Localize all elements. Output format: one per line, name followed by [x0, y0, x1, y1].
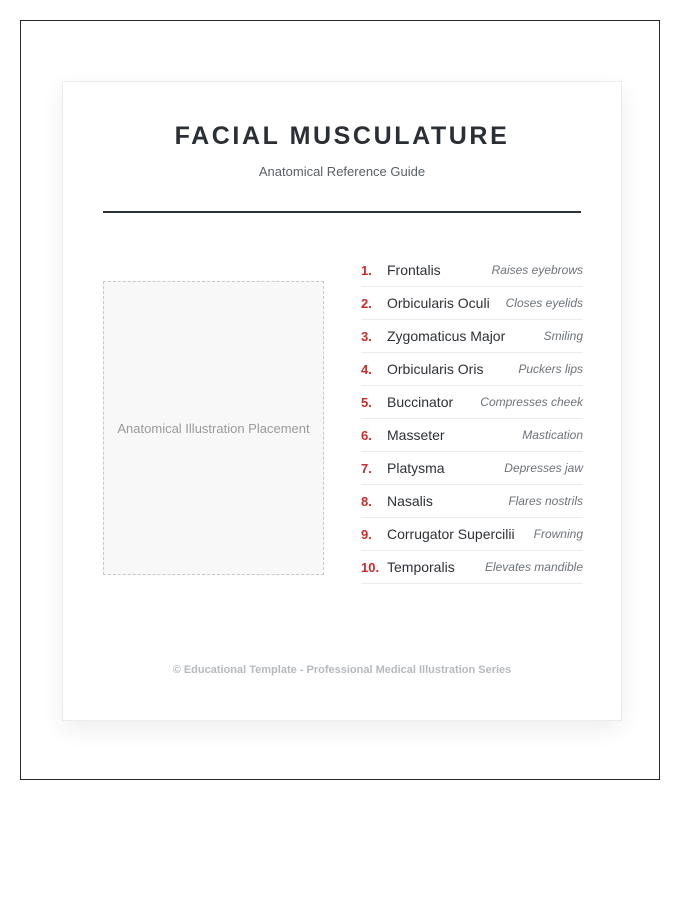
list-item	[361, 320, 583, 353]
muscle-name: Temporalis	[387, 559, 455, 575]
list-item	[361, 518, 583, 551]
item-number: 1.	[361, 262, 372, 278]
muscle-function: Puckers lips	[518, 362, 583, 376]
item-number: 9.	[361, 526, 372, 542]
muscle-name: Frontalis	[387, 262, 441, 278]
illustration-placeholder	[103, 281, 324, 575]
muscle-name: Corrugator Supercilii	[387, 526, 515, 542]
list-item	[361, 551, 583, 584]
muscle-name: Orbicularis Oculi	[387, 295, 490, 311]
illustration-placeholder-label: Anatomical Illustration Placement	[117, 420, 310, 436]
muscle-name: Buccinator	[387, 394, 454, 410]
muscle-list	[361, 254, 583, 584]
item-number: 7.	[361, 460, 372, 476]
item-number: 10.	[361, 559, 380, 575]
muscle-function: Closes eyelids	[505, 296, 583, 310]
muscle-function: Frowning	[533, 527, 583, 541]
muscle-name: Nasalis	[387, 493, 433, 509]
list-item	[361, 419, 583, 452]
list-item	[361, 254, 583, 287]
list-item	[361, 287, 583, 320]
item-number: 3.	[361, 328, 372, 344]
list-item	[361, 452, 583, 485]
list-item	[361, 386, 583, 419]
list-item	[361, 353, 583, 386]
item-number: 6.	[361, 427, 372, 443]
muscle-function: Mastication	[522, 428, 583, 442]
muscle-name: Zygomaticus Major	[387, 328, 506, 344]
muscle-name: Masseter	[387, 427, 445, 443]
muscle-function: Smiling	[543, 329, 583, 343]
muscle-function: Elevates mandible	[484, 560, 583, 574]
muscle-name: Orbicularis Oris	[387, 361, 484, 377]
page-title: FACIAL MUSCULATURE	[174, 122, 510, 150]
footer-credit: © Educational Template - Professional Medical Illustration Series	[172, 664, 512, 676]
muscle-name: Platysma	[387, 460, 445, 476]
item-number: 4.	[361, 361, 372, 377]
item-number: 8.	[361, 493, 372, 509]
muscle-function: Compresses cheek	[480, 395, 583, 409]
item-number: 2.	[361, 295, 372, 311]
page-frame	[20, 20, 660, 780]
item-number: 5.	[361, 394, 372, 410]
muscle-function: Flares nostrils	[508, 494, 583, 508]
muscle-function: Depresses jaw	[504, 461, 583, 475]
page-subtitle: Anatomical Reference Guide	[258, 164, 426, 179]
title-divider	[103, 211, 581, 213]
reference-card	[62, 81, 622, 721]
list-item	[361, 485, 583, 518]
muscle-function: Raises eyebrows	[491, 263, 583, 277]
